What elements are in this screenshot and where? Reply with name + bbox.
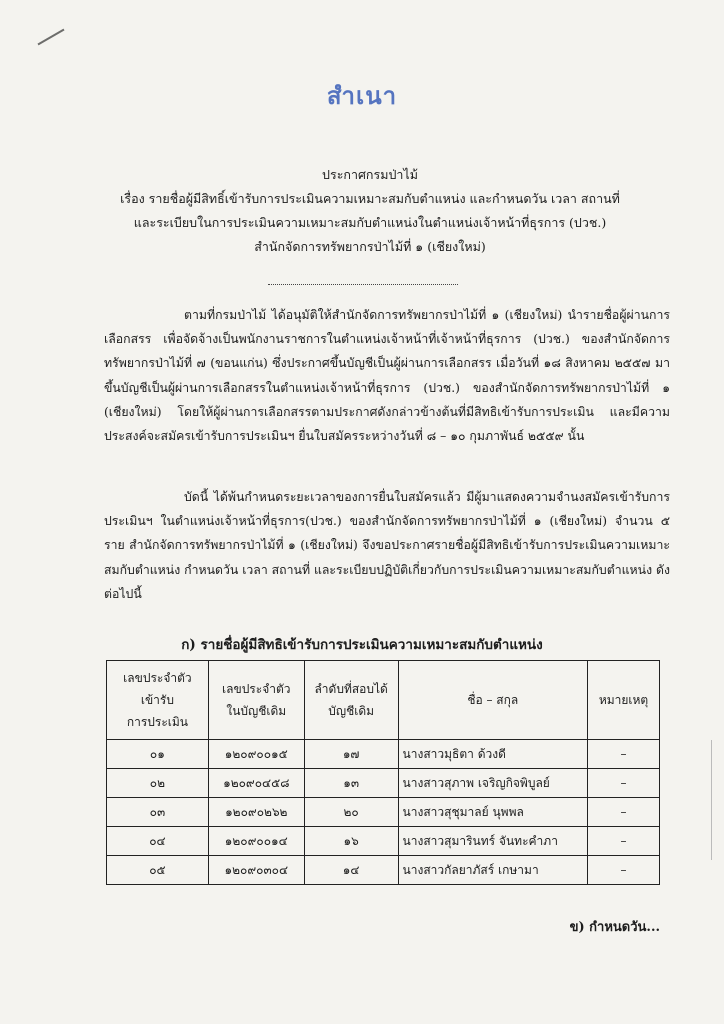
cell-name: นางสาวสุมารินทร์ จันทะคำภา bbox=[398, 827, 588, 856]
paragraph-2-text: บัดนี้ ได้พ้นกำหนดระยะเวลาของการยื่นใบสมัครแล้ว มีผู้มาแสดงความจำนงสมัครเข้ารับการประเมินฯ ในตำแหน่งเจ้าหน้าที่ธุรการ(ปวช.) ของสำนักจัดการทรัพยากรป่าไม้ที่ ๑ (เชียงใหม่) จำนวน ๕ ราย สำนักจัดการทรัพยากรป่าไม้ที่ ๑ (เชียงใหม่) จึงขอประกาศรายชื่อผู้มีสิทธิเข้ารับการประเมินความเหมาะสมกับตำแหน่ง กำหนดวัน เวลา สถานที่ และระเบียบปฏิบัติเกี่ยวกับการประเมินความเหมาะสมกับตำแหน่ง ดังต่อไปนี้ bbox=[104, 490, 670, 601]
cell-rank: ๑๗ bbox=[304, 740, 398, 769]
cell-rank: ๑๓ bbox=[304, 769, 398, 798]
cell-name: นางสาวสุชุมาลย์ นุพพล bbox=[398, 798, 588, 827]
table-row bbox=[107, 798, 660, 827]
table-row bbox=[107, 856, 660, 885]
cell-eval-id: ๐๒ bbox=[107, 769, 209, 798]
cell-old-id: ๑๒๐๙๐๐๑๔ bbox=[208, 827, 304, 856]
paragraph-1-text: ตามที่กรมป่าไม้ ได้อนุมัติให้สำนักจัดการทรัพยากรป่าไม้ที่ ๑ (เชียงใหม่) นำรายชื่อผู้ผ่านการเลือกสรร เพื่อจัดจ้างเป็นพนักงานราชการในตำแหน่งเจ้าหน้าที่เจ้าหน้าที่ธุรการ (ปวช.) ของสำนักจัดการทรัพยากรป่าไม้ที่ ๗ (ขอนแก่น) ซึ่งประกาศขึ้นบัญชีเป็นผู้ผ่านการเลือกสรร เมื่อวันที่ ๑๘ สิงหาคม ๒๕๕๗ มาขึ้นบัญชีเป็นผู้ผ่านการเลือกสรรในตำแหน่งเจ้าหน้าที่ธุรการ (ปวช.) ของสำนักจัดการทรัพยากรป่าไม้ที่ ๑ (เชียงใหม่) โดยให้ผู้ผ่านการเลือกสรรตามประกาศดังกล่าวข้างต้นที่มีสิทธิเข้ารับการประเมิน และมีความประสงค์จะสมัครเข้ารับการประเมินฯ ยื่นใบสมัครระหว่างวันที่ ๘ – ๑๐ กุมภาพันธ์ ๒๕๕๙ นั้น bbox=[104, 308, 670, 444]
cell-old-id: ๑๒๐๙๐๐๑๕ bbox=[208, 740, 304, 769]
copy-stamp: สำเนา bbox=[326, 81, 398, 110]
cell-note: – bbox=[588, 740, 660, 769]
cell-note: – bbox=[588, 798, 660, 827]
scan-edge-mark bbox=[711, 740, 712, 860]
cell-eval-id: ๐๕ bbox=[107, 856, 209, 885]
cell-rank: ๑๔ bbox=[304, 856, 398, 885]
header-old-id: เลขประจำตัว ในบัญชีเดิม bbox=[208, 661, 304, 740]
table-row bbox=[107, 769, 660, 798]
continuation-label: ข) กำหนดวัน... bbox=[569, 920, 660, 935]
candidate-table bbox=[106, 660, 660, 885]
cell-note: – bbox=[588, 856, 660, 885]
header-name: ชื่อ – สกุล bbox=[398, 661, 588, 740]
cell-old-id: ๑๒๐๙๐๓๐๔ bbox=[208, 856, 304, 885]
cell-note: – bbox=[588, 827, 660, 856]
cell-old-id: ๑๒๐๙๐๒๖๒ bbox=[208, 798, 304, 827]
cell-eval-id: ๐๓ bbox=[107, 798, 209, 827]
header-rank: ลำดับที่สอบได้ บัญชีเดิม bbox=[304, 661, 398, 740]
cell-old-id: ๑๒๐๙๐๔๕๘ bbox=[208, 769, 304, 798]
cell-rank: ๑๖ bbox=[304, 827, 398, 856]
paragraph-1 bbox=[104, 303, 670, 448]
cell-name: นางสาวกัลยาภัสร์ เกษามา bbox=[398, 856, 588, 885]
cell-name: นางสาวสุภาพ เจริญกิจพิบูลย์ bbox=[398, 769, 588, 798]
table-header-row bbox=[107, 661, 660, 740]
cell-eval-id: ๐๔ bbox=[107, 827, 209, 856]
cell-name: นางสาวมุธิตา ด้วงดี bbox=[398, 740, 588, 769]
header-subject: เรื่อง รายชื่อผู้มีสิทธิ์เข้ารับการประเมินความเหมาะสมกับตำแหน่ง และกำหนดวัน เวลา สถานที่ bbox=[120, 191, 620, 206]
table-row bbox=[107, 740, 660, 769]
dotted-divider bbox=[268, 284, 458, 285]
section-a-title: ก) รายชื่อผู้มีสิทธิเข้ารับการประเมินความเหมาะสมกับตำแหน่ง bbox=[181, 637, 543, 653]
cell-rank: ๒๐ bbox=[304, 798, 398, 827]
header-eval-id: เลขประจำตัว เข้ารับ การประเมิน bbox=[107, 661, 209, 740]
paragraph-2 bbox=[104, 485, 670, 606]
announcement-header bbox=[60, 163, 680, 259]
header-office: สำนักจัดการทรัพยากรป่าไม้ที่ ๑ (เชียงใหม่) bbox=[254, 239, 486, 254]
table-row bbox=[107, 827, 660, 856]
cell-note: – bbox=[588, 769, 660, 798]
pen-mark bbox=[38, 29, 65, 46]
header-title: ประกาศกรมป่าไม้ bbox=[322, 167, 418, 182]
header-note: หมายเหตุ bbox=[588, 661, 660, 740]
cell-eval-id: ๐๑ bbox=[107, 740, 209, 769]
header-subject-cont: และระเบียบในการประเมินความเหมาะสมกับตำแหน่งในตำแหน่งเจ้าหน้าที่ธุรการ (ปวช.) bbox=[133, 215, 607, 230]
